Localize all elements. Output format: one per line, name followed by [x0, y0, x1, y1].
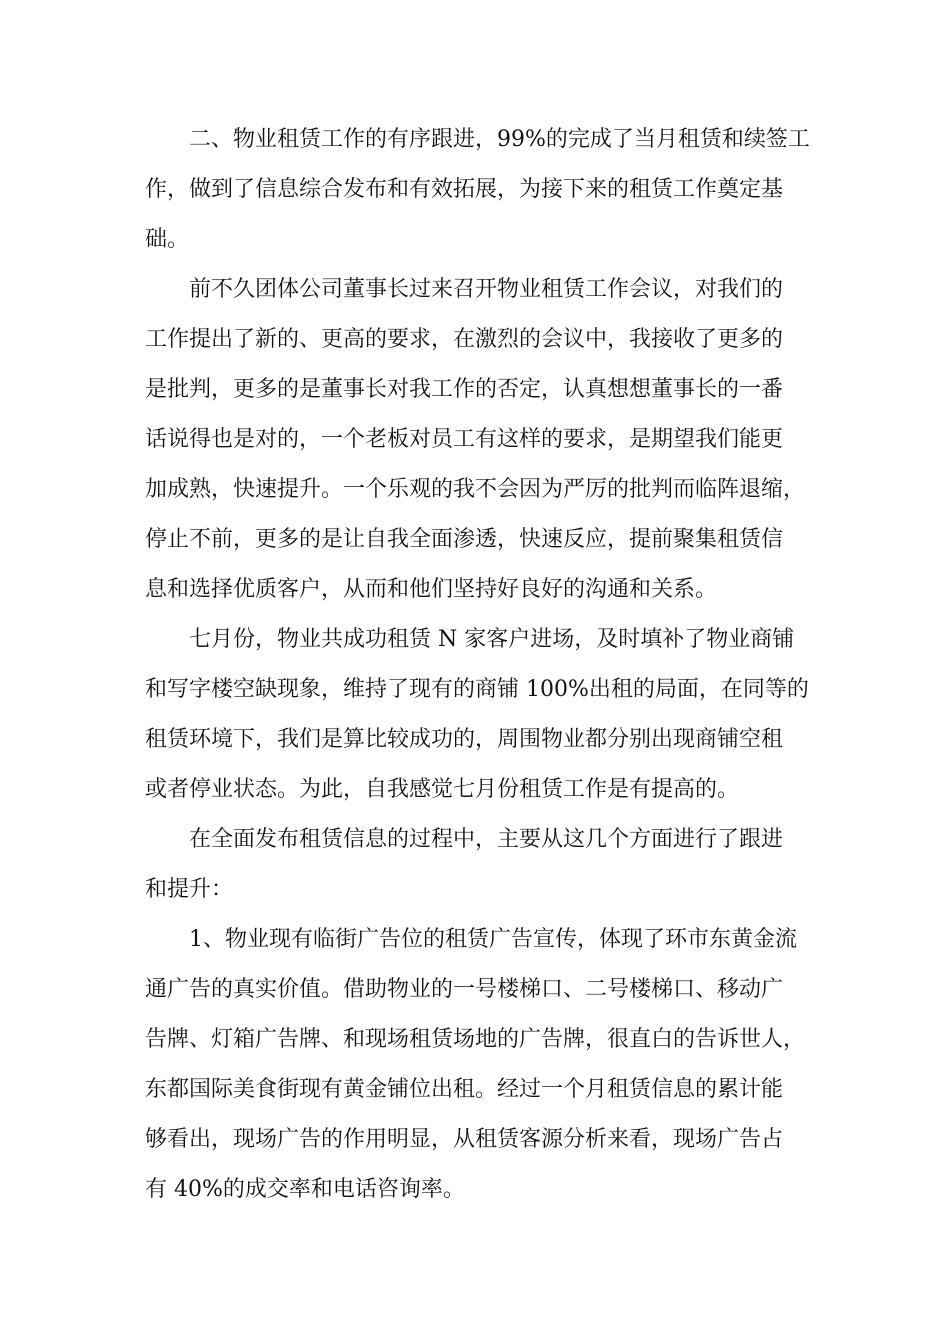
- text-line: 告牌、灯箱广告牌、和现场租赁场地的广告牌，很直白的告诉世人，: [145, 1027, 806, 1052]
- text-line: 础。: [145, 227, 190, 252]
- text-line: 有 40%的成交率和电话咨询率。: [145, 1177, 465, 1202]
- text-line: 在全面发布租赁信息的过程中，主要从这几个方面进行了跟进: [145, 827, 784, 852]
- text-line: 七月份，物业共成功租赁 N 家客户进场，及时填补了物业商铺: [145, 627, 795, 652]
- text-line: 作，做到了信息综合发布和有效拓展，为接下来的租赁工作奠定基: [145, 177, 784, 202]
- text-line: 东都国际美食街现有黄金铺位出租。经过一个月租赁信息的累计能: [145, 1077, 784, 1102]
- text-line: 话说得也是对的，一个老板对员工有这样的要求，是期望我们能更: [145, 427, 784, 452]
- text-line: 停止不前，更多的是让自我全面渗透，快速反应，提前聚集租赁信: [145, 527, 784, 552]
- text-line: 租赁环境下，我们是算比较成功的，周围物业都分别出现商铺空租: [145, 727, 784, 752]
- text-line: 息和选择优质客户，从而和他们坚持好良好的沟通和关系。: [145, 577, 718, 602]
- text-line: 1、物业现有临街广告位的租赁广告宣传，体现了环市东黄金流: [145, 927, 797, 952]
- text-line: 二、物业租赁工作的有序跟进，99%的完成了当月租赁和续签工: [145, 127, 810, 152]
- text-line: 够看出，现场广告的作用明显，从租赁客源分析来看，现场广告占: [145, 1127, 784, 1152]
- text-line: 和提升：: [145, 877, 234, 902]
- text-line: 是批判，更多的是董事长对我工作的否定，认真想想董事长的一番: [145, 377, 784, 402]
- text-line: 通广告的真实价值。借助物业的一号楼梯口、二号楼梯口、移动广: [145, 977, 784, 1002]
- text-line: 加成熟，快速提升。一个乐观的我不会因为严厉的批判而临阵退缩，: [145, 477, 806, 502]
- text-line: 前不久团体公司董事长过来召开物业租赁工作会议，对我们的: [145, 277, 784, 302]
- text-line: 和写字楼空缺现象，维持了现有的商铺 100%出租的局面，在同等的: [145, 677, 809, 702]
- text-line: 或者停业状态。为此，自我感觉七月份租赁工作是有提高的。: [145, 777, 740, 802]
- text-line: 工作提出了新的、更高的要求，在激烈的会议中，我接收了更多的: [145, 327, 784, 352]
